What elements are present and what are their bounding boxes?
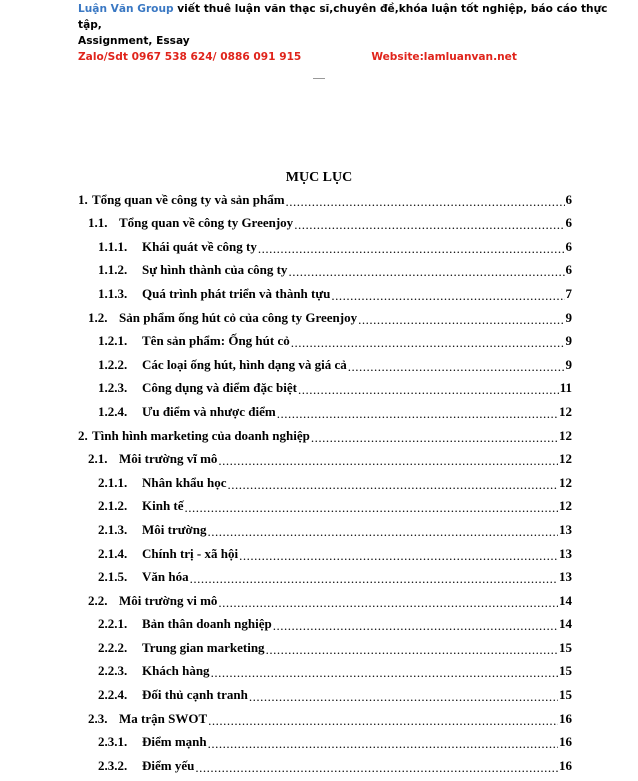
toc-entry-number: 2.1. xyxy=(88,451,108,467)
toc-entry[interactable] xyxy=(78,349,572,373)
toc-entry-number: 2.1.2. xyxy=(98,498,128,514)
dot-leader xyxy=(218,596,558,609)
toc-entry-page: 15 xyxy=(559,663,572,679)
toc-entry-page: 15 xyxy=(559,687,572,703)
dot-leader xyxy=(239,549,558,562)
toc-entry-title: Bản thân doanh nghiệp xyxy=(142,616,272,632)
dot-leader xyxy=(288,265,564,278)
toc-entry-page: 16 xyxy=(559,757,572,773)
toc-entry-number: 1.1.1. xyxy=(98,238,128,254)
toc-entry[interactable] xyxy=(78,467,572,491)
toc-entry-number: 2.2.4. xyxy=(98,687,128,703)
dot-leader xyxy=(207,525,558,538)
toc-entry-title: Điểm yếu xyxy=(142,757,195,773)
toc-entry-page: 14 xyxy=(559,616,572,632)
toc-entry[interactable] xyxy=(78,703,572,727)
toc-entry[interactable] xyxy=(78,656,572,680)
toc-entry-title: Công dụng và điểm đặc biệt xyxy=(142,380,297,396)
toc-entry-number: 1. xyxy=(78,191,88,207)
toc-entry-page: 13 xyxy=(559,545,572,561)
dot-leader xyxy=(358,313,564,326)
toc-entry-number: 2.2.3. xyxy=(98,663,128,679)
toc-entry-page: 6 xyxy=(565,238,572,254)
table-of-contents xyxy=(78,184,572,774)
dot-leader xyxy=(286,195,565,208)
toc-entry-page: 16 xyxy=(559,734,572,750)
toc-entry-number: 2.1.3. xyxy=(98,521,128,537)
toc-entry-page: 11 xyxy=(559,380,572,396)
toc-entry-title: Sự hình thành của công ty xyxy=(142,262,288,278)
toc-entry-page: 9 xyxy=(565,333,572,349)
toc-entry-title: Điểm mạnh xyxy=(142,734,207,750)
toc-entry-page: 13 xyxy=(559,569,572,585)
dot-leader xyxy=(294,218,564,231)
dot-leader xyxy=(331,289,564,302)
toc-entry-number: 2.1.1. xyxy=(98,474,128,490)
toc-entry-page: 7 xyxy=(565,285,572,301)
toc-entry-page: 14 xyxy=(559,592,572,608)
toc-entry-title: Chính trị - xã hội xyxy=(142,545,239,561)
header-line-1 xyxy=(78,1,618,33)
toc-entry-page: 15 xyxy=(559,639,572,655)
toc-entry-number: 2.3. xyxy=(88,710,108,726)
toc-entry-title: Kinh tế xyxy=(142,498,184,514)
toc-entry[interactable] xyxy=(78,491,572,515)
toc-entry-page: 12 xyxy=(559,403,572,419)
dot-leader xyxy=(291,336,565,349)
toc-entry-title: Nhân khẩu học xyxy=(142,474,227,490)
toc-entry-page: 6 xyxy=(565,191,572,207)
toc-entry[interactable] xyxy=(78,326,572,350)
website-link[interactable]: Website:lamluanvan.net xyxy=(371,51,517,63)
toc-entry-title: Khách hàng xyxy=(142,663,210,679)
dot-leader xyxy=(195,761,558,774)
dot-leader xyxy=(277,407,558,420)
toc-entry-page: 12 xyxy=(559,427,572,443)
divider xyxy=(313,78,325,79)
toc-entry-title: Môi trường xyxy=(142,521,207,537)
dot-leader xyxy=(218,454,558,467)
toc-entry-title: Sản phẩm ống hút cỏ của công ty Greenjoy xyxy=(119,309,358,325)
toc-entry-title: Trung gian marketing xyxy=(142,639,265,655)
dot-leader xyxy=(348,360,565,373)
dot-leader xyxy=(298,383,559,396)
toc-entry-title: Tổng quan về công ty Greenjoy xyxy=(119,215,294,231)
toc-entry-number: 2.2.2. xyxy=(98,639,128,655)
dot-leader xyxy=(211,666,558,679)
toc-entry[interactable] xyxy=(78,514,572,538)
toc-entry[interactable] xyxy=(78,679,572,703)
toc-entry-title: Tổng quan về công ty và sản phẩm xyxy=(92,191,285,207)
dot-leader xyxy=(208,737,558,750)
toc-entry-title: Môi trường vi mô xyxy=(119,592,218,608)
toc-entry-page: 12 xyxy=(559,451,572,467)
dot-leader xyxy=(311,431,558,444)
header-tagline: viết thuê luận văn thạc sĩ,chuyên đề,khóa luận tốt nghiệp, báo cáo thực tập, xyxy=(78,3,608,31)
toc-entry[interactable] xyxy=(78,278,572,302)
toc-entry-page: 6 xyxy=(565,215,572,231)
toc-entry-number: 2. xyxy=(78,427,88,443)
toc-entry[interactable] xyxy=(78,750,572,774)
toc-entry[interactable] xyxy=(78,538,572,562)
dot-leader xyxy=(190,572,558,585)
toc-entry-title: Tình hình marketing của doanh nghiệp xyxy=(92,427,310,443)
toc-entry-title: Quá trình phát triển và thành tựu xyxy=(142,285,331,301)
toc-entry[interactable] xyxy=(78,208,572,232)
toc-entry-number: 1.1.3. xyxy=(98,285,128,301)
toc-entry-page: 16 xyxy=(559,710,572,726)
toc-entry-page: 12 xyxy=(559,498,572,514)
toc-entry-number: 2.1.4. xyxy=(98,545,128,561)
dot-leader xyxy=(266,643,558,656)
toc-entry-title: Các loại ống hút, hình dạng và giá cả xyxy=(142,356,347,372)
toc-entry[interactable] xyxy=(78,609,572,633)
dot-leader xyxy=(273,619,558,632)
toc-entry-number: 1.2.1. xyxy=(98,333,128,349)
toc-entry-number: 2.2.1. xyxy=(98,616,128,632)
toc-entry[interactable] xyxy=(78,396,572,420)
dot-leader xyxy=(185,501,558,514)
toc-title: MỤC LỤC xyxy=(285,170,353,185)
header-line-2: Assignment, Essay xyxy=(78,35,190,47)
toc-entry-page: 13 xyxy=(559,521,572,537)
dot-leader xyxy=(249,690,558,703)
toc-entry[interactable] xyxy=(78,302,572,326)
toc-entry[interactable] xyxy=(78,632,572,656)
toc-entry-number: 2.2. xyxy=(88,592,108,608)
contact-info: Zalo/Sdt 0967 538 624/ 0886 091 915 xyxy=(78,51,302,63)
toc-entry-title: Ma trận SWOT xyxy=(119,710,208,726)
toc-entry[interactable] xyxy=(78,727,572,751)
dot-leader xyxy=(228,478,558,491)
toc-entry-number: 1.1.2. xyxy=(98,262,128,278)
toc-entry[interactable] xyxy=(78,373,572,397)
toc-entry-number: 1.2. xyxy=(88,309,108,325)
brand-name: Luận Văn Group xyxy=(78,3,174,15)
toc-entry-number: 2.1.5. xyxy=(98,569,128,585)
toc-entry-number: 1.2.4. xyxy=(98,403,128,419)
dot-leader xyxy=(208,714,558,727)
toc-entry-page: 9 xyxy=(565,309,572,325)
toc-entry[interactable] xyxy=(78,444,572,468)
toc-entry-title: Tên sản phẩm: Ống hút cỏ xyxy=(142,333,290,349)
toc-entry[interactable] xyxy=(78,255,572,279)
toc-entry-title: Khái quát về công ty xyxy=(142,238,257,254)
toc-entry-number: 2.3.1. xyxy=(98,734,128,750)
toc-entry[interactable] xyxy=(78,585,572,609)
header-contact-row xyxy=(78,49,618,65)
toc-entry-title: Ưu điểm và nhược điểm xyxy=(142,403,276,419)
toc-entry-page: 6 xyxy=(565,262,572,278)
page-header xyxy=(78,1,618,65)
dot-leader xyxy=(258,242,565,255)
toc-entry-page: 12 xyxy=(559,474,572,490)
toc-entry-title: Môi trường vĩ mô xyxy=(119,451,218,467)
toc-entry[interactable] xyxy=(78,184,572,208)
toc-entry[interactable] xyxy=(78,420,572,444)
toc-entry[interactable] xyxy=(78,562,572,586)
toc-entry-title: Văn hóa xyxy=(142,569,189,585)
toc-entry-number: 2.3.2. xyxy=(98,757,128,773)
toc-entry-number: 1.1. xyxy=(88,215,108,231)
toc-entry-number: 1.2.2. xyxy=(98,356,128,372)
toc-entry[interactable] xyxy=(78,231,572,255)
toc-entry-title: Đối thủ cạnh tranh xyxy=(142,687,248,703)
toc-entry-page: 9 xyxy=(565,356,572,372)
toc-entry-number: 1.2.3. xyxy=(98,380,128,396)
